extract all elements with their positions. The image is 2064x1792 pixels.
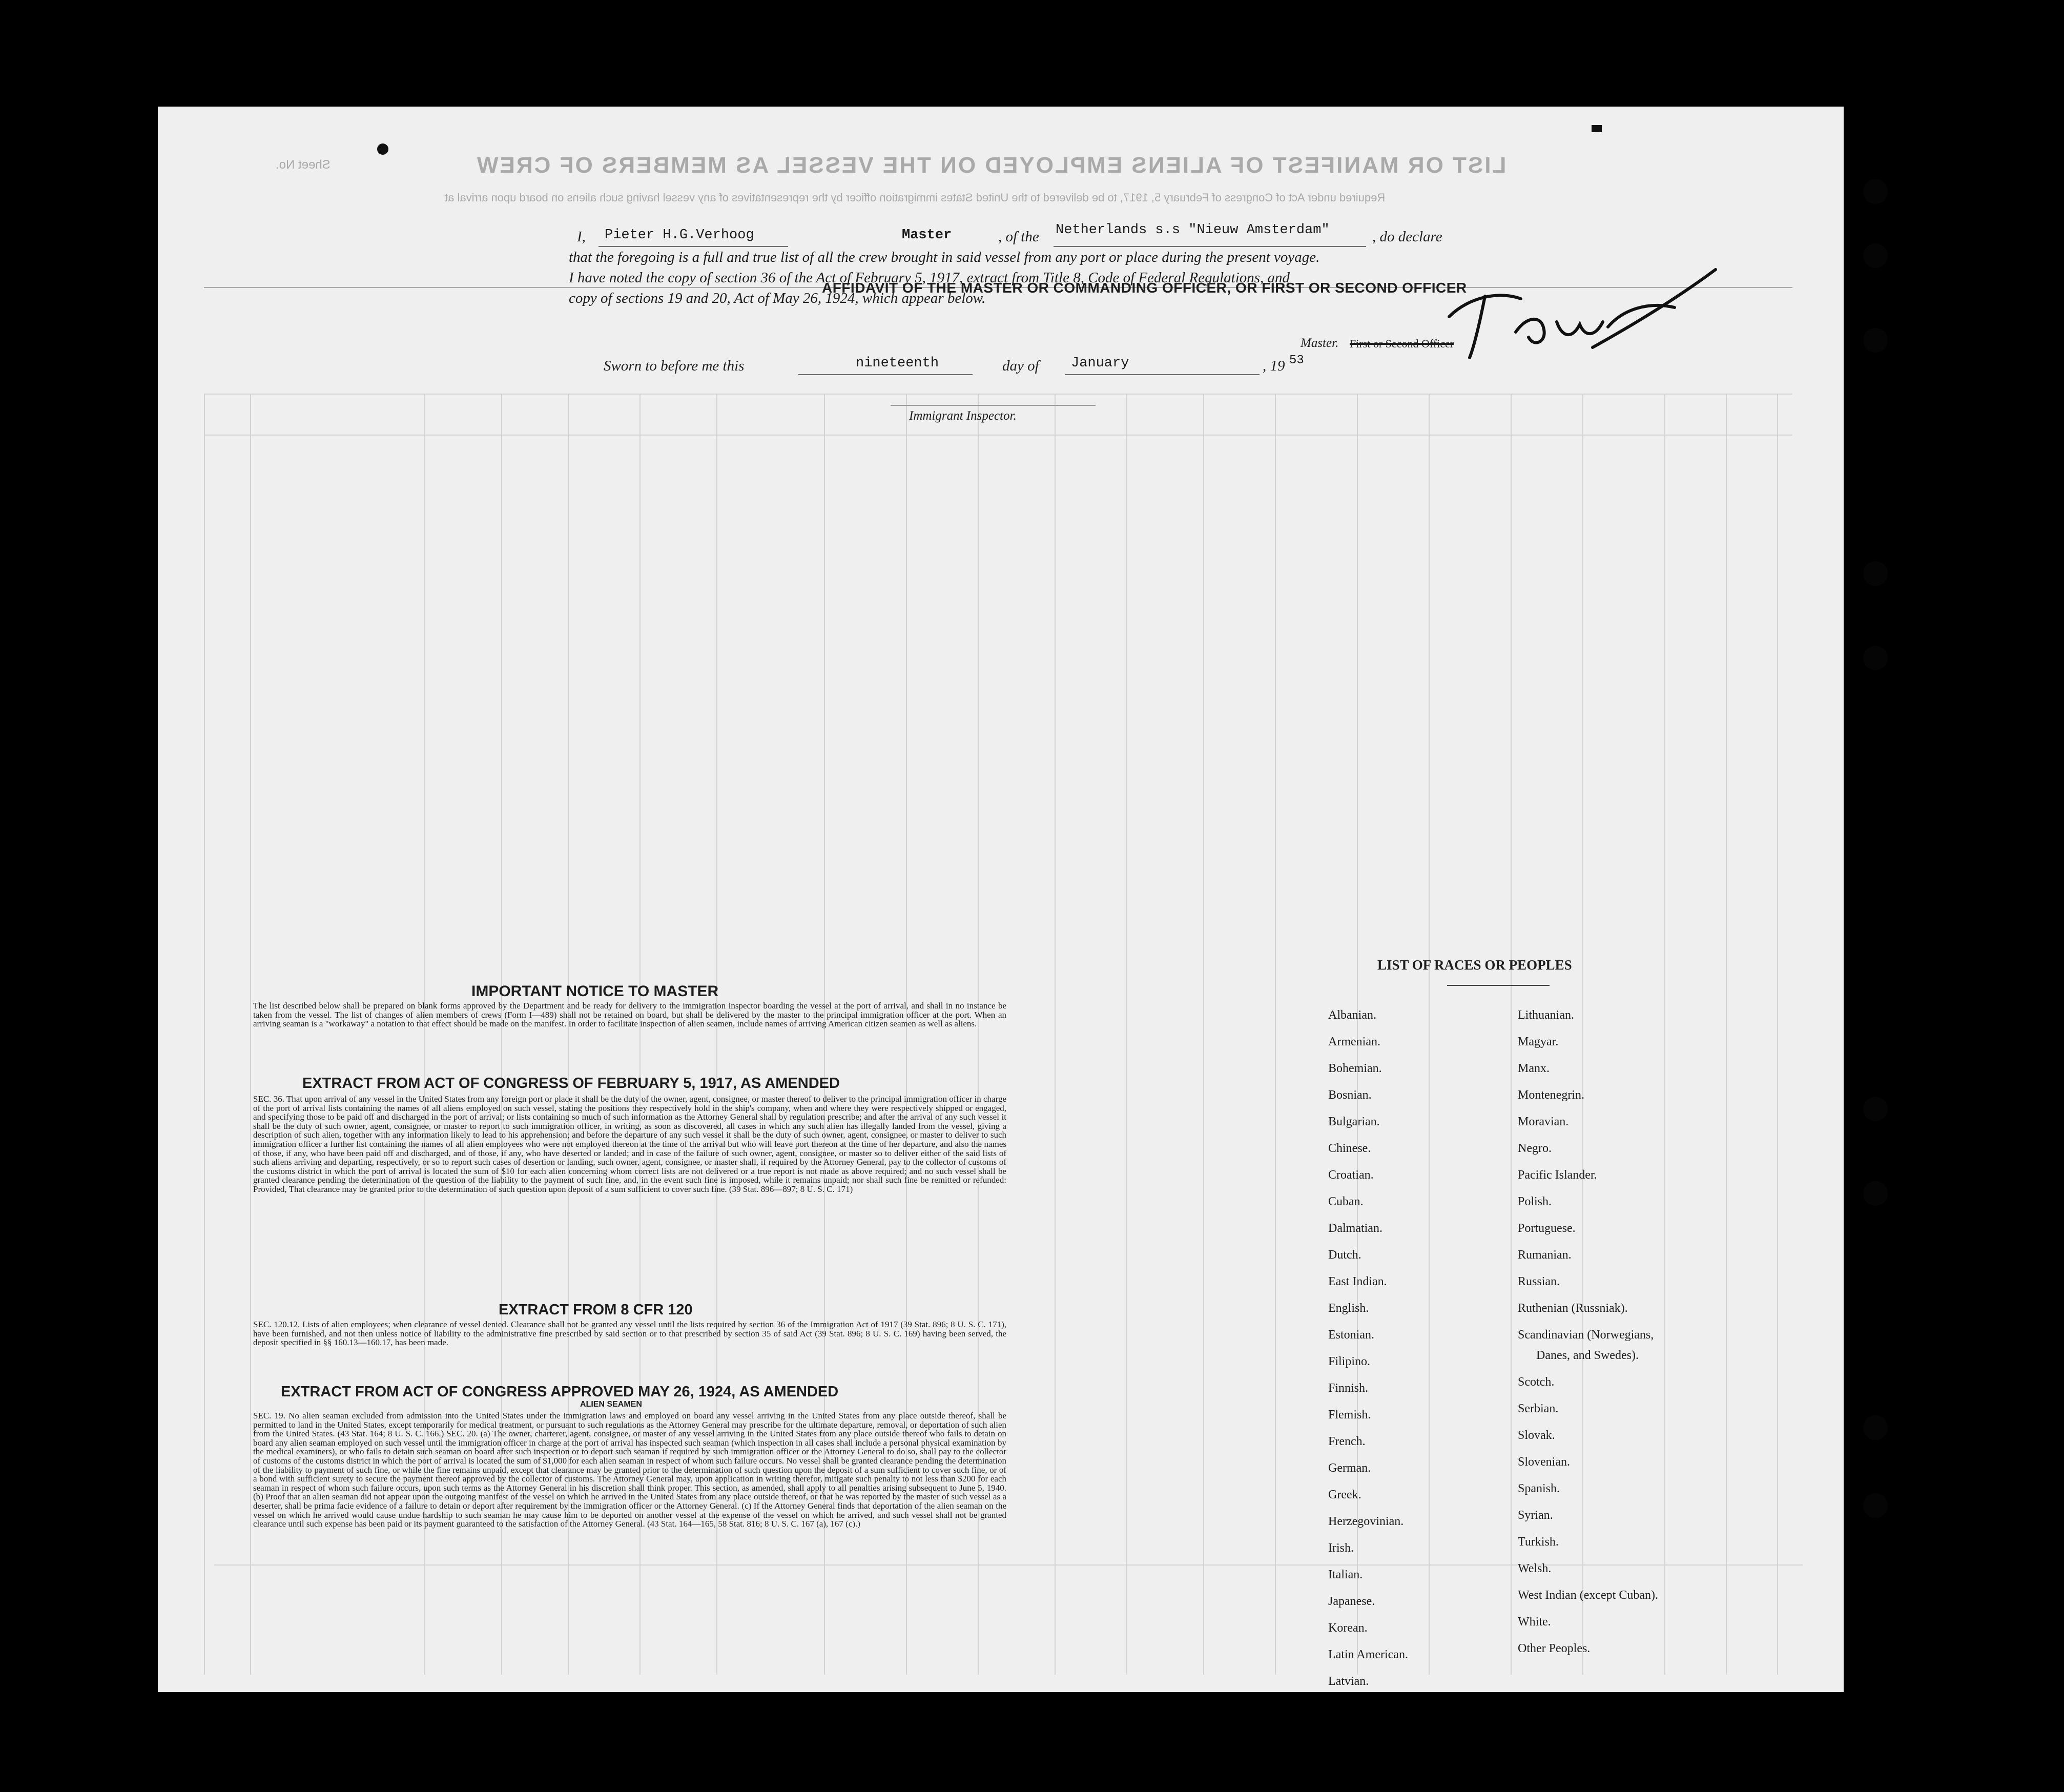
extract-cfr-text: SEC. 120.12. Lists of alien employees; when clearance of vessel denied. Clearance shall not be granted any vessel until the lists required by section 36 of the Immigration Act of 1917 (39 Stat. 896; 8 U. S. C. 171), have been furnished, and not then unless notice of liability to the administrative fine prescribed by said section or to that prescribed by section 35 of said Act (39 Stat. 896; 8 U. S. C. 169) having been served, the deposit specified in §§ 160.13—160.17, has been made. (253, 1320, 1006, 1348)
binder-hole (1863, 1181, 1888, 1206)
race-item: Pacific Islander. (1518, 1168, 1597, 1182)
race-item: Moravian. (1518, 1115, 1569, 1128)
race-item: Syrian. (1518, 1509, 1553, 1522)
affidavit-line-3: I have noted the copy of section 36 of the Act of February 5, 1917, extract from Title 8, Code of Federal Regulations, and (569, 270, 1290, 286)
race-item: Portuguese. (1518, 1222, 1576, 1235)
manifest-page (158, 107, 1844, 1692)
race-item: White. (1518, 1615, 1551, 1629)
race-item: East Indian. (1328, 1275, 1387, 1288)
race-item: Negro. (1518, 1142, 1552, 1155)
race-item: German. (1328, 1461, 1371, 1475)
races-heading: LIST OF RACES OR PEOPLES (1377, 957, 1572, 973)
race-item: Polish. (1518, 1195, 1552, 1208)
race-item: West Indian (except Cuban). (1518, 1589, 1658, 1602)
bleed-through-title: LIST OR MANIFEST OF ALIENS EMPLOYED ON THE VESSEL AS MEMBERS OF CREW (476, 153, 1506, 178)
race-item: Irish. (1328, 1541, 1354, 1555)
binder-hole (1863, 1097, 1888, 1121)
race-item: Cuban. (1328, 1195, 1364, 1208)
master-name: Pieter H.G.Verhoog (605, 228, 754, 243)
master-label: Master. (1301, 336, 1339, 350)
race-item: Italian. (1328, 1568, 1363, 1581)
sworn-day: nineteenth (856, 356, 939, 371)
master-rank: Master (902, 228, 952, 243)
race-item: Armenian. (1328, 1035, 1380, 1048)
affidavit-line-4: copy of sections 19 and 20, Act of May 26, 1924, which appear below. (569, 290, 986, 306)
race-item: Latin American. (1328, 1648, 1408, 1661)
race-item: Croatian. (1328, 1168, 1374, 1182)
race-item: Estonian. (1328, 1328, 1374, 1342)
race-item: Filipino. (1328, 1355, 1371, 1368)
race-item: Ruthenian (Russniak). (1518, 1302, 1628, 1315)
vessel-underline (1054, 246, 1366, 247)
race-item: Herzegovinian. (1328, 1515, 1404, 1528)
bleed-through-sheet-no: Sheet No. (276, 158, 331, 172)
year-prefix: , 19 (1263, 358, 1285, 374)
extract-1917-heading: EXTRACT FROM ACT OF CONGRESS OF FEBRUARY 5, 1917, AS AMENDED (302, 1075, 840, 1091)
race-item: Scotch. (1518, 1375, 1555, 1389)
race-item: Lithuanian. (1518, 1008, 1574, 1022)
race-item: Bosnian. (1328, 1088, 1372, 1102)
vessel-name: Netherlands s.s "Nieuw Amsterdam" (1056, 222, 1330, 238)
race-item: Scandinavian (Norwegians, (1518, 1328, 1654, 1342)
sworn-day-underline (798, 374, 973, 375)
inspector-signature-line (891, 405, 1096, 406)
race-item: Slovenian. (1518, 1455, 1570, 1469)
affidavit-title: AFFIDAVIT OF THE MASTER OR COMMANDING OFFICER, OR FIRST OR SECOND OFFICER (822, 280, 1467, 296)
affidavit-i-label: I, (577, 229, 586, 245)
ink-mark (1592, 125, 1602, 132)
race-item: Japanese. (1328, 1595, 1375, 1608)
race-item: Russian. (1518, 1275, 1560, 1288)
master-signature (1439, 260, 1726, 373)
race-item: French. (1328, 1435, 1366, 1448)
race-item: Bohemian. (1328, 1062, 1382, 1075)
notice-text: The list described below shall be prepared on blank forms approved by the Department and be ready for delivery to the immigration inspector boarding the vessel at the port of arrival, and shall in no instance be taken from the vessel. The list of changes of alien members of crews (Form I—489) shall not be retained on board, but shall be delivered by the master to the principal immigration officer at the port. When an arriving seaman is a "workaway" a notation to that effect should be made on the manifest. In order to facilitate inspection of alien seamen, include names of arriving American citizen seamen as well as aliens. (253, 1001, 1006, 1029)
year-suffix: 53 (1289, 354, 1304, 367)
race-item: Bulgarian. (1328, 1115, 1380, 1128)
extract-cfr-heading: EXTRACT FROM 8 CFR 120 (499, 1302, 693, 1318)
race-item: Chinese. (1328, 1142, 1371, 1155)
binder-hole (1863, 1493, 1888, 1518)
race-item: Dalmatian. (1328, 1222, 1382, 1235)
race-item: Montenegrin. (1518, 1088, 1584, 1102)
sworn-month: January (1071, 356, 1129, 371)
race-item: Finnish. (1328, 1382, 1369, 1395)
binder-hole (1863, 646, 1888, 670)
race-item: Greek. (1328, 1488, 1361, 1501)
binder-hole (1863, 1415, 1888, 1440)
binder-hole (1863, 179, 1888, 204)
name-underline (598, 246, 788, 247)
race-item: Other Peoples. (1518, 1642, 1591, 1655)
race-item: Serbian. (1518, 1402, 1559, 1415)
extract-1924-heading: EXTRACT FROM ACT OF CONGRESS APPROVED MAY 26, 1924, AS AMENDED (281, 1384, 839, 1400)
race-item: Slovak. (1518, 1429, 1555, 1442)
ink-mark (377, 143, 388, 155)
binder-hole (1863, 328, 1888, 353)
races-heading-rule (1447, 985, 1550, 986)
race-item: Latvian. (1328, 1675, 1369, 1688)
extract-1917-text: SEC. 36. That upon arrival of any vessel in the United States from any foreign port or place it shall be the duty of the owner, agent, consignee, or master thereof to deliver to the principal immigration officer in charge of the port of arrival lists containing the names of all aliens employed on such vessel, stating the positions they respectively hold in the ship's company, when and where they were respectively shipped or engaged, and specifying those to be paid off and discharged in the port of arrival; or lists containing so much of such information as the Attorney General shall by regulation prescribe; and after the arrival of any such vessel it shall be the duty of such owner, agent, consignee, or master to report to such immigration officer, in writing, as soon as discovered, all cases in which any such alien has illegally landed from the vessel, giving a description of such alien, together with any information likely to lead to his apprehension; and before the departure of any such vessel it shall be the duty of such owner, agent, consignee, or master to deliver to such immigration officer a further list containing the names of all alien employees who were not employed thereon at the time of the arrival but who will leave port thereon at the time of her departure, and also the names of those, if any, who have been paid off and discharged, and of those, if any, who have deserted or landed; and in case of the failure of such owner, agent, consignee, or master so to deliver either of the said lists of such aliens arriving and departing, respectively, or so to report such cases of desertion or landing, such owner, agent, consignee, or master shall, if required by the Attorney General, pay to the collector of customs of the customs district in which the port of arrival is located the sum of $10 for each alien concerning whom correct lists are not delivered or a true report is not made as above required; and no such vessel shall be granted clearance pending the determination of the question of the liability to the payment of such fine, and, in the event such fine is imposed, while it remains unpaid; nor shall such fine be remitted or refunded: Provided, That clearance may be granted prior to the determination of such question upon deposit of a sum sufficient to cover such fine. (39 Stat. 896—897; 8 U. S. C. 171) (253, 1094, 1006, 1194)
day-of-label: day of (1002, 358, 1039, 374)
race-item: Rumanian. (1518, 1248, 1572, 1262)
race-item: Manx. (1518, 1062, 1550, 1075)
race-item: Danes, and Swedes). (1536, 1349, 1639, 1362)
bleed-through-subtitle: Required under Act of Congress of February 5, 1917, to be delivered to the United States immigration officer by the representatives of any vessel having such aliens on board upon arrival at (445, 191, 1386, 204)
race-item: Albanian. (1328, 1008, 1376, 1022)
sworn-label: Sworn to before me this (604, 358, 745, 374)
affidavit-line-2: that the foregoing is a full and true list of all the crew brought in said vessel from any port or place during the present voyage. (569, 249, 1320, 265)
binder-hole (1863, 243, 1888, 268)
race-item: Flemish. (1328, 1408, 1371, 1422)
affidavit-of-the: , of the (998, 229, 1039, 245)
race-item: English. (1328, 1302, 1369, 1315)
officer-label-struck: First or Second Officer (1350, 337, 1454, 350)
race-item: Spanish. (1518, 1482, 1560, 1495)
inspector-label: Immigrant Inspector. (909, 409, 1017, 423)
alien-seamen-subheading: ALIEN SEAMEN (580, 1400, 642, 1409)
race-item: Magyar. (1518, 1035, 1559, 1048)
race-item: Dutch. (1328, 1248, 1361, 1262)
race-item: Turkish. (1518, 1535, 1559, 1549)
notice-heading: IMPORTANT NOTICE TO MASTER (471, 983, 719, 1000)
race-item: Welsh. (1518, 1562, 1552, 1575)
affidavit-do-declare: , do declare (1372, 229, 1442, 245)
extract-1924-text: SEC. 19. No alien seaman excluded from admission into the United States under the immigration laws and employed on board any vessel arriving in the United States from any place outside thereof, shall be permitted to land in the United States, except temporarily for medical treatment, or pursuant to such regulations as the Attorney General may prescribe for the ultimate departure, removal, or deportation of such alien from the United States. (43 Stat. 164; 8 U. S. C. 166.) SEC. 20. (a) The owner, charterer, agent, consignee, or master of any vessel arriving in the United States from any place outside thereof who fails to detain on board any alien seaman employed on such vessel until the immigration officer in charge at the port of arrival has inspected such seaman (which inspection in all cases shall include a personal physical examination by the medical examiners), or who fails to detain such seaman on board after such inspection or to deport such seaman if required by such immigration officer or the Attorney General to do so, shall pay to the collector of customs of the customs district in which the port of arrival is located the sum of $1,000 for each alien seaman in respect of whom such failure occurs. No vessel shall be granted clearance pending the determination of the liability to payment of such fine, or while the fine remains unpaid, except that clearance may be granted prior to the determination of such question upon the deposit of a sum sufficient to cover such fine, or of a bond with sufficient surety to secure the payment thereof approved by the collector of customs. The Attorney General may, upon application in writing therefor, mitigate such penalty to not less than $200 for each seaman in respect of whom such failure occurs, upon such terms as the Attorney General in his discretion shall think proper. This section, as amended, shall apply to all penalties arising subsequent to June 5, 1940. (b) Proof that an alien seaman did not appear upon the outgoing manifest of the vessel on which he arrived in the United States from any place outside thereof, or that he was reported by the master of such vessel as a deserter, shall be prima facie evidence of a failure to detain or deport after requirement by the immigration officer or the Attorney General. (c) If the Attorney General finds that deportation of the alien seaman on the vessel on which he arrived would cause undue hardship to such seaman he may cause him to be deported on another vessel at the expense of the vessel on which he arrived, and such vessel shall not be granted clearance until such expense has been paid or its payment guaranteed to the satisfaction of the Attorney General. (43 Stat. 164—165, 58 Stat. 816; 8 U. S. C. 167 (a), 167 (c).) (253, 1411, 1006, 1529)
binder-hole (1863, 561, 1888, 586)
sworn-month-underline (1065, 374, 1260, 375)
race-item: Korean. (1328, 1621, 1368, 1635)
